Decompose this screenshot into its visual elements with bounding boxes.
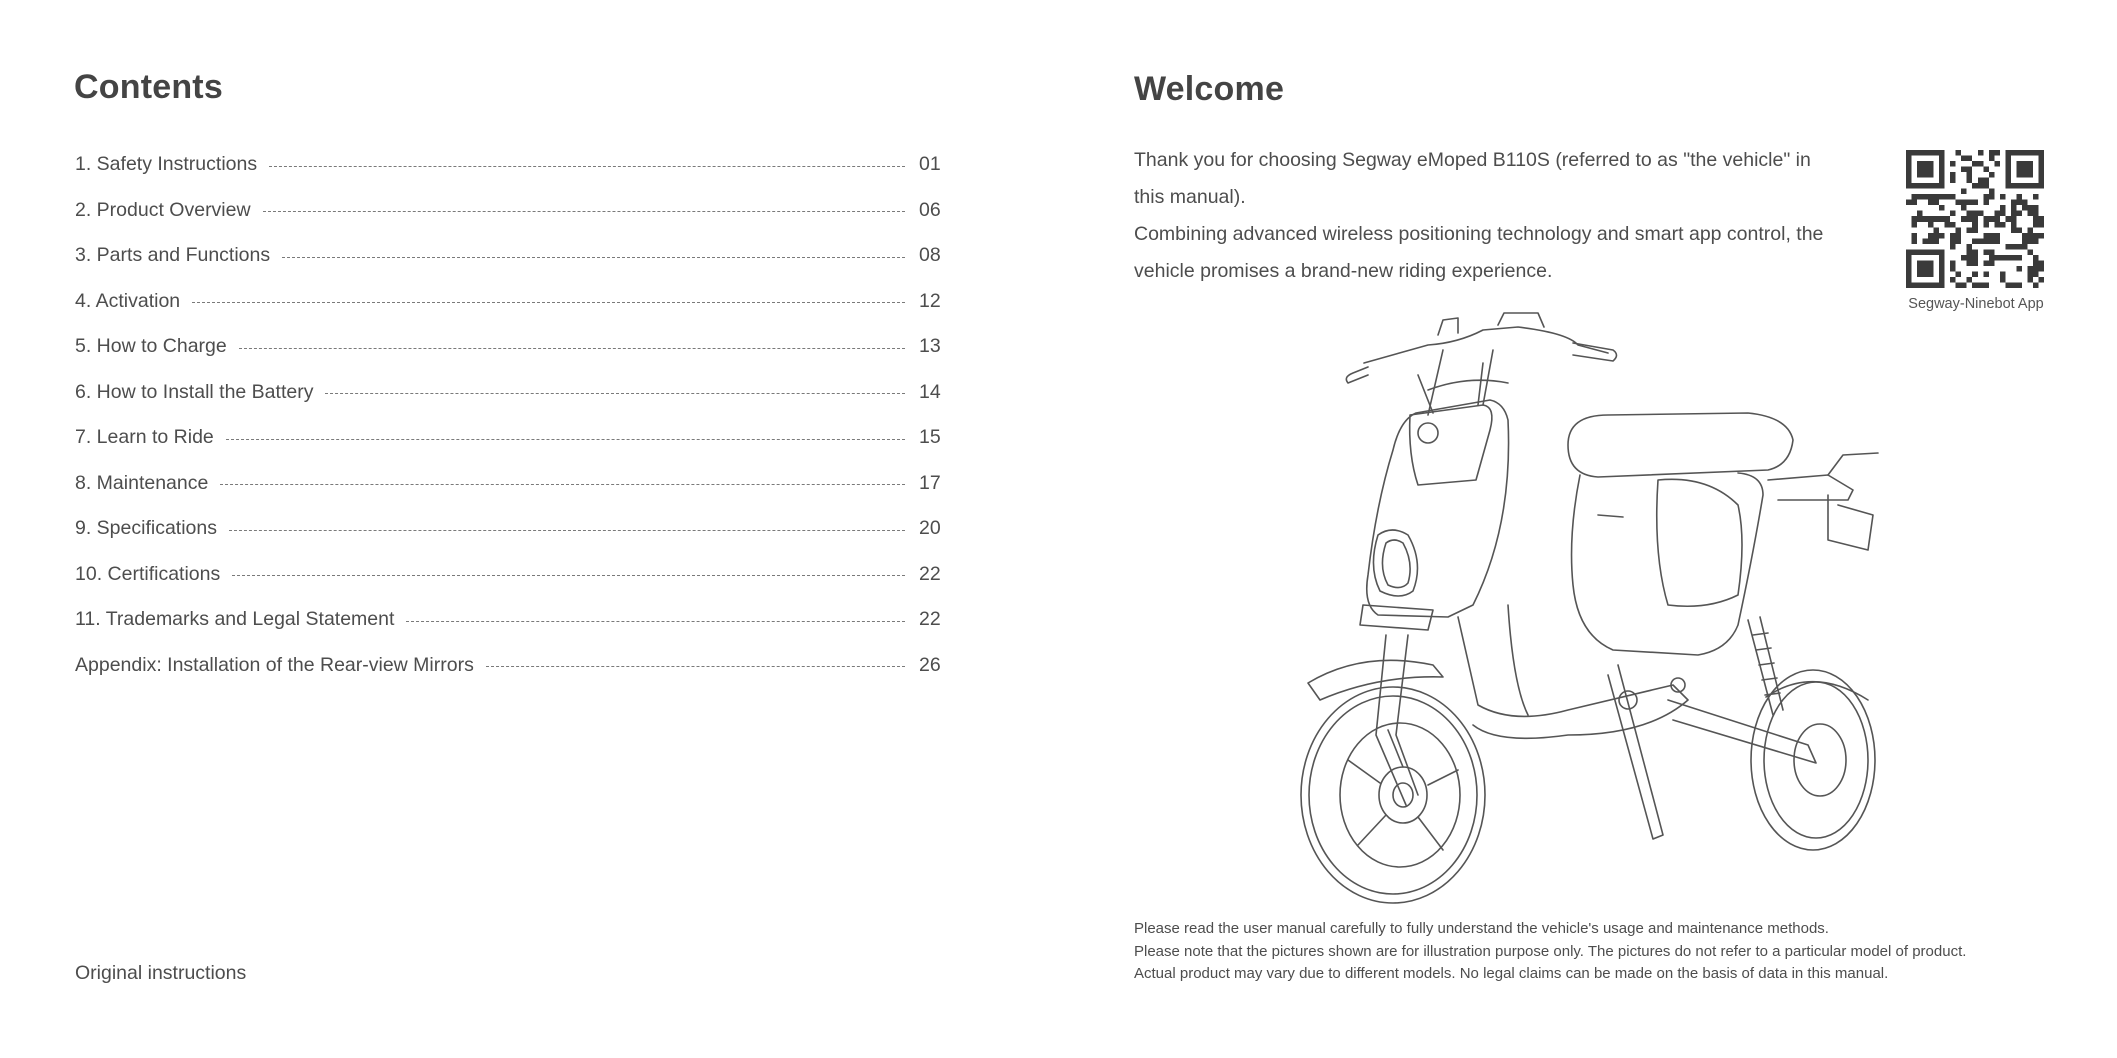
toc-leader-dots xyxy=(269,166,905,167)
toc-item-label: 7. Learn to Ride xyxy=(75,426,214,449)
toc-leader-dots xyxy=(232,575,905,576)
toc-item-page: 26 xyxy=(919,653,941,676)
welcome-intro xyxy=(1134,142,1844,290)
scooter-illustration xyxy=(1268,305,1918,905)
toc-item-page: 22 xyxy=(919,608,941,631)
toc-leader-dots xyxy=(239,348,905,349)
toc-item-label: 3. Parts and Functions xyxy=(75,244,271,267)
toc-item-label: 1. Safety Instructions xyxy=(75,153,258,176)
intro-paragraph: Thank you for choosing Segway eMoped B110S (referred to as "the vehicle" in this manual). xyxy=(1134,149,1811,208)
toc-item-page: 22 xyxy=(919,562,941,585)
welcome-title: Welcome xyxy=(1134,70,1285,108)
toc-item-page: 15 xyxy=(919,426,941,449)
toc-leader-dots xyxy=(226,439,905,440)
toc-leader-dots xyxy=(486,666,905,667)
toc-item[interactable] xyxy=(75,415,975,461)
qr-code-icon xyxy=(1906,150,2044,288)
toc-item-label: 2. Product Overview xyxy=(75,198,251,221)
toc-item[interactable] xyxy=(75,597,975,643)
toc-leader-dots xyxy=(220,484,905,485)
toc-item[interactable] xyxy=(75,370,975,416)
toc-item-label: 8. Maintenance xyxy=(75,471,209,494)
toc-leader-dots xyxy=(282,257,905,258)
toc-item-label: Appendix: Installation of the Rear-view Mirrors xyxy=(75,653,474,676)
disclaimer-line: Please note that the pictures shown are for illustration purpose only. The pictures do not refer to a particular model of product. xyxy=(1134,942,1967,960)
toc-item-page: 06 xyxy=(919,198,941,221)
original-instructions-note: Original instructions xyxy=(75,962,247,984)
toc-item-page: 13 xyxy=(919,335,941,358)
table-of-contents xyxy=(75,142,975,688)
toc-leader-dots xyxy=(192,302,905,303)
toc-item[interactable] xyxy=(75,142,975,188)
toc-item[interactable] xyxy=(75,552,975,598)
toc-item-page: 20 xyxy=(919,517,941,540)
toc-item-label: 10. Certifications xyxy=(75,562,221,585)
toc-item-label: 6. How to Install the Battery xyxy=(75,380,314,403)
toc-item-label: 5. How to Charge xyxy=(75,335,227,358)
toc-item[interactable] xyxy=(75,233,975,279)
toc-item[interactable] xyxy=(75,324,975,370)
toc-item-label: 11. Trademarks and Legal Statement xyxy=(75,608,395,631)
toc-item[interactable] xyxy=(75,279,975,325)
welcome-page xyxy=(1058,0,2117,1058)
contents-page xyxy=(0,0,1058,1058)
toc-item-page: 17 xyxy=(919,471,941,494)
qr-caption: Segway-Ninebot App xyxy=(1908,296,2044,312)
toc-item-page: 01 xyxy=(919,153,941,176)
toc-item-page: 12 xyxy=(919,289,941,312)
intro-paragraph: Combining advanced wireless positioning technology and smart app control, the vehicle promises a brand-new riding experience. xyxy=(1134,223,1824,282)
contents-title: Contents xyxy=(74,68,223,106)
toc-item-label: 4. Activation xyxy=(75,289,181,312)
toc-item-page: 14 xyxy=(919,380,941,403)
toc-item[interactable] xyxy=(75,506,975,552)
toc-item[interactable] xyxy=(75,461,975,507)
toc-leader-dots xyxy=(263,211,905,212)
disclaimer-line: Please read the user manual carefully to fully understand the vehicle's usage and maintenance methods. xyxy=(1134,920,1829,937)
toc-leader-dots xyxy=(325,393,905,394)
disclaimer xyxy=(1134,918,2074,986)
toc-item[interactable] xyxy=(75,643,975,689)
disclaimer-line: Actual product may vary due to different models. No legal claims can be made on the basis of data in this manual. xyxy=(1134,965,1889,982)
toc-leader-dots xyxy=(406,621,905,622)
toc-item-label: 9. Specifications xyxy=(75,517,217,540)
toc-item[interactable] xyxy=(75,188,975,234)
toc-item-page: 08 xyxy=(919,244,941,267)
toc-leader-dots xyxy=(229,530,905,531)
